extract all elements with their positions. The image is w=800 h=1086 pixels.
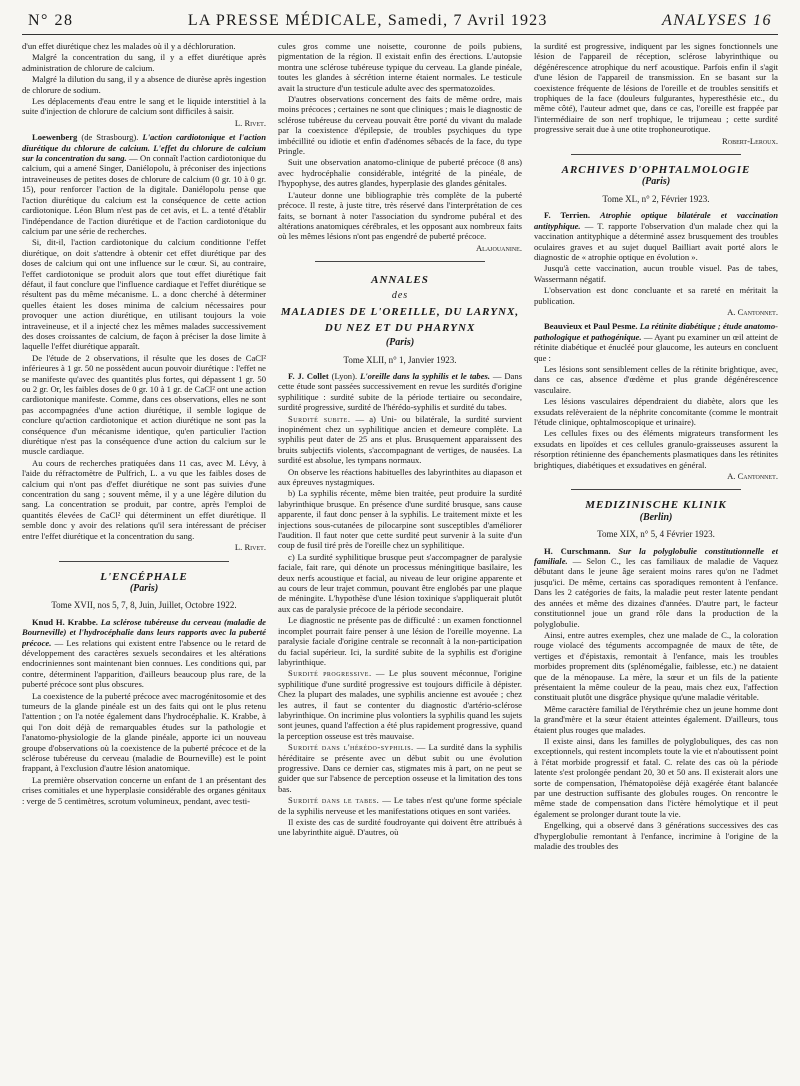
paragraph: Les lésions vasculaires dépendraient du diabète, alors que les exsudats relèveraient de la néphrite concomitante (comme le montrait l'étude clinique, ophtalmoscopique et urinaire). [534, 396, 778, 427]
section-location: (Paris) [385, 337, 415, 349]
article-title: La sclérose tubéreuse du cerveau (maladie de Bourneville) et l'hydrocéphalie dans leurs rapports avec la puberté précoce. [22, 616, 266, 648]
article-terrien [534, 210, 778, 262]
paragraph: b) La syphilis récente, même bien traitée, peut produire la surdité labyrinthique brusque. En présence d'une surdité brusque, sans cause apparente, il faut donc penser à la syphilis. Le traitement mixte et les injections sous-cutanées de pilocarpine sont susceptibles d'améliorer l'audition. Il faut noter que cette surdité peut survenir à la suite d'un coup de fusil tiré près de l'oreille chez un syphilitique. [278, 488, 522, 551]
paragraph: Il existe ainsi, dans les familles de polyglobuliques, des cas non exceptionnels, qui restent incomplets toute la vie et n'aboutissent point à l'état morbide progressif et fatal. C. relate des cas où la période latente s'est prolongée pendant 20, 30 et 50 ans. Il existerait alors une sorte de compensation, l'hématopoïèse déjà exagérée étant balancée par une destruction suffisante des globules rouges. On rencontre le même stade de compensation dans l'ictère hémolytique et il peut également se prolonger durant toute la vie. [534, 735, 778, 819]
article-beauvieux [534, 321, 778, 363]
page-number: N° 28 [28, 12, 74, 29]
article-body: — On connaît l'action cardiotonique du calcium, qui a amené Singer, Daniélopolu, à préconiser des injections intraveineuses de petites doses de chlorure de calcium (0 gr. 10 à 0 gr. 15), pour renforcer l'action de la digitale. Daniélopolu pense que l'action diurétique du calcium est la conséquence de cette action cardiotonique. Léon Blum n'est pas de cet avis, et L. a tenté d'établir l'indépendance de l'action diurétique et de l'action cardiotonique du calcium par une série de recherches. [22, 153, 266, 236]
article-curschmann [534, 546, 778, 629]
article-title: La rétinite diabétique ; étude anatomo-pathologique et pathogénique. [534, 321, 778, 342]
tome-line: Tome XL, n° 2, Février 1923. [602, 193, 710, 204]
signature: L. Rivet. [234, 542, 266, 553]
paragraph: cules gros comme une noisette, couronne de poils pubiens, pigmentation de la région. Il existait enfin des érections. L'autopsie montra une sclérose tubéreuse typique du cerveau. La glande pinéale, toutes les glandes à sécrétion interne étaient normales. Le testicule avait la structure d'un testicule adulte avec des spermatozoïdes. [278, 41, 522, 93]
section-location: (Paris) [641, 176, 671, 188]
section-heading-line: MALADIES DE L'OREILLE, DU LARYNX, [280, 306, 520, 319]
paragraph: Ainsi, entre autres exemples, chez une malade de C., la coloration rouge violacé des téguments accompagnée de maux de tête, de vertiges et d'épistaxis, remontait à l'enfance, mais les troubles morbides proprement dits (splénomégalie, faiblesse, etc.) ne dataient que de la ménopause. La mère, la sœur et un fils de la patiente présentaient la même couleur de la peau, mais chez eux, l'affection constituait plutôt une disgrâce physique qu'une maladie véritable. [534, 629, 778, 703]
paragraph: La coexistence de la puberté précoce avec macrogénitosomie et des tumeurs de la glande pinéale est un des faits qui ont le plus retenu l'attention ; on l'a notée également dans l'hydrocéphalie. K. Krabbe, à qui l'on doit déjà de remarquables études sur la pathologie et l'anatomo-physiologie de la glande pinéale, apporte ici un nouveau groupe d'observations où la coexistence de la puberté précoce et de la sclérose tubéreuse du cerveau (maladie de Bourneville) est le point frappant, à l'exclusion d'autre lésion anatomique. [22, 690, 266, 774]
article-krabbe [22, 617, 266, 690]
article-location: (de Strasbourg). [81, 132, 139, 143]
column-3 [534, 41, 778, 1086]
subsection-body: — a) Uni- ou bilatérale, la surdité survient inopinément chez un syphilitique ancien et demeure complète. La syphilis peut dater de 25 ans et plus. Brusquement apparaissent des bruits subjectifs violents, s'accompagnant de vertiges, de nausées. La surdité est absolue, les tympans normaux. [278, 413, 522, 466]
article-loewenberg [22, 132, 266, 236]
subsection-progressive [278, 668, 522, 741]
article-body: — Dans cette étude sont passées successivement en revue les surdités d'origine syphilitique : surdité subite de la période tertiaire ou secondaire, surdité progressive, surdité de l'hérédo-syphilis et surdité du tabes. [278, 370, 522, 413]
article-title: L'oreille dans la syphilis et le tabes. [359, 370, 491, 381]
paragraph: Engelking, qui a observé dans 3 générations successives des cas d'hyperglobulie remontant à l'enfance, incrimine à l'origine de la maladie des troubles des [534, 820, 778, 852]
subsection-body: — Le plus souvent méconnue, l'origine syphilitique d'une surdité progressive est toujours difficile à dépister. Chez la plupart des malades, une syphilis ancienne est avouée ; chez les autres, il faut se contenter du diagnostic d'artério-sclérose labyrinthique. On incrimine plus volontiers la syphilis quand les sujets sont jeunes, quand l'affection a été plus rapidement progressive, quand la perception osseuse est très mauvaise. [278, 668, 522, 741]
paragraph: Au cours de recherches pratiquées dans 11 cas, avec M. Lévy, à l'aide du réfractomètre de Pulfrich, L. a vu que les faibles doses de calcium qui n'ont pas d'effet diurétique ne sont pas suivies d'une concentration du sang ; souvent même, il y a une légère dilution du sang. La concentration se produit, par contre, après l'emploi de quantités élevées de CaCl² qui déterminent un effet diurétique. Il semble donc y avoir des relations qu'il sera intéressant de préciser entre l'effet diurétique et la concentration du sang. [22, 457, 266, 541]
subsection-subite [278, 414, 522, 466]
paragraph: De l'étude de 2 observations, il résulte que les doses de CaCl² inférieures à 1 gr. 50 ne possèdent aucun pouvoir diurétique : l'effet ne se manifeste qu'avec des quantités plus fortes, qui dépassent 1 gr. 50 ou 2 gr. Or, les faibles doses de 0 gr. 10 à 1 gr. de CaCl² ont une action cardiotonique manifeste. Comme, dans ces observations, elles ne sont pas accompagnées d'une action diurétique, il semble logique de conclure qu'action cardiotonique et action diurétique ne sont pas la conséquence d'un mécanisme identique, qu'en particulier l'action diurétique n'est pas la conséquence d'une action du calcium sur le muscle cardiaque. [22, 352, 266, 457]
article-title: L'action cardiotonique et l'action diurétique du chlorure de calcium. L'effet du chlorure de calcium sur la concentration du sang. [22, 132, 266, 164]
paragraph: On observe les réactions habituelles des labyrinthites au diapason et aux épreuves nystagmiques. [278, 466, 522, 487]
paragraph: Il existe des cas de surdité foudroyante qui doivent être attribués à une labyrinthite aiguë. D'autres, où [278, 817, 522, 838]
paragraph: Les déplacements d'eau entre le sang et le liquide interstitiel à la suite d'injection de chlorure de calcium sont difficiles à saisir. [22, 96, 266, 117]
article-collet [278, 371, 522, 413]
article-body: — Selon C., les cas familiaux de maladie de Vaquez débutant dans le jeune âge seraient moins rares qu'on ne l'admet jusqu'ici. De même, certains cas sporadiques remontent à l'enfance. Dans les 2 catégories de faits, la maladie peut rester latente pendant des années et même des dizaines d'années. D'autre part, le facteur constitutionnel joue un grand rôle dans la production de la polyglobulie. [534, 556, 778, 629]
article-author: F. J. Collet [288, 370, 329, 381]
article-body: — Ayant pu examiner un œil atteint de rétinite diabétique et énucléé pour glaucome, les auteurs en concluent que : [534, 331, 778, 363]
subsection-label: Surdité dans l'hérédo-syphilis. [288, 742, 414, 753]
section-name: ANALYSES 16 [662, 12, 772, 29]
column-2 [278, 41, 522, 1086]
signature: A. Cantonnet. [727, 306, 778, 317]
paragraph: L'auteur donne une bibliographie très complète de la puberté précoce. Il reste, à juste titre, très réservé dans l'interprétation de ces faits, se bornant à noter l'association du syndrome pubéral et des altérations anatomiques cérébrales, et les opposant aux nombreux faits où les mêmes lésions n'ont pas engendré de puberté précoce. [278, 189, 522, 242]
subsection-tabes [278, 795, 522, 816]
subsection-body: — La surdité dans la syphilis héréditaire se présente avec un début subit ou une évolution progressive. Dans ce dernier cas, stigmates mis à part, on ne peut se guider que sur l'absence de perception osseuse et la limitation des tons bas. [278, 742, 522, 794]
article-body: — Les relations qui existent entre l'absence ou le retard de développement des caractères sexuels secondaires et les altérations endocriniennes sont maintenant bien connues. Les conditions qui, par contre, déterminent l'apparition, d'ailleurs beaucoup plus rare, de la puberté précoce sont plus obscures. [22, 637, 266, 690]
subsection-heredo [278, 742, 522, 794]
paragraph: Même caractère familial de l'érythrémie chez un jeune homme dont la grand'mère et la sœur étaient atteintes également. D'ailleurs, tous étaient plus rouges que malades. [534, 703, 778, 735]
section-heading-line: ANNALES [371, 274, 429, 287]
article-author: Knud H. Krabbe. [32, 616, 98, 627]
paragraph: d'un effet diurétique chez les malades où il y a déchloruration. [22, 41, 236, 51]
subsection-label: Surdité dans le tabes. [288, 795, 380, 806]
paragraph: D'autres observations concernent des faits de même ordre, mais moins précoces ; certaines ne sont que cliniques ; mais le diagnostic de sclérose tubéreuse du cerveau pouvait être porté du vivant du malade par la coexistence d'épilepsie, de troubles psychiques du type imbécillité ou idiotie et enfin d'adénomes sébacés de la face, du type Pringle. [278, 94, 522, 157]
publication-title: LA PRESSE MÉDICALE, Samedi, 7 Avril 1923 [187, 12, 548, 29]
column-1 [22, 41, 266, 1086]
paragraph: Les cellules fixes ou des éléments migrateurs transforment les exsudats en lipoïdes et ces cellules granulo-graisseuses assurent la résorption rétinienne des épanchements plasmatiques dans les rétinites brightiques, diabétiques et exsudatives en général. [534, 428, 778, 470]
tome-line: Tome XIX, n° 5, 4 Février 1923. [597, 529, 715, 540]
section-heading: MEDIZINISCHE KLINIK [585, 499, 727, 512]
section-location: (Berlin) [639, 511, 673, 523]
article-body: — T. rapporte l'observation d'un malade chez qui la vaccination antityphique a déterminé assez brusquement des troubles oculaires graves et au sujet duquel Bailliart avait porté alors le diagnostic de « atrophie optique en évolution ». [534, 220, 778, 262]
tome-line: Tome XVII, nos 5, 7, 8, Juin, Juillet, Octobre 1922. [51, 600, 237, 611]
section-heading-line: des [391, 290, 409, 302]
signature: L. Rivet. [234, 117, 266, 128]
article-title: Sur la polyglobulie constitutionnelle et familiale. [534, 545, 778, 567]
article-author: H. Curschmann. [544, 545, 611, 556]
article-author: Loewenberg [32, 132, 78, 143]
page-header [22, 12, 778, 35]
paragraph: La première observation concerne un enfant de 1 an présentant des crises comitiales et une hyperplasie considérable des organes génitaux : verge de 5 centimètres, scrotum volumineux, pendant, avec testi- [22, 774, 266, 806]
subsection-body: — Le tabes n'est qu'une forme spéciale de la syphilis nerveuse et les manifestations otiques en sont variées. [278, 795, 522, 816]
signature: Robert-Leroux. [722, 135, 778, 146]
article-author: F. Terrien. [544, 210, 590, 221]
tome-line: Tome XLII, n° 1, Janvier 1923. [343, 354, 457, 365]
paragraph: Malgré la dilution du sang, il y a absence de diurèse après ingestion de chlorure de sodium. [22, 74, 266, 95]
paragraph: Jusqu'à cette vaccination, aucun trouble visuel. Pas de tabes, Wassermann négatif. [534, 263, 778, 284]
signature: Alajouanine. [475, 242, 522, 253]
divider [315, 261, 486, 262]
paragraph: c) La surdité syphilitique brusque peut s'accompagner de paralysie faciale, fait rare, qui dénote un processus méningitique basilaire, les deux nerfs acoustique et facial, au niveau de leur origine apparente et au cours de leur trajet commun, pouvant être englobés par une plaque de méningite. L'hypothèse d'une lésion toxinique s'appliquerait plutôt aux cas de paralysie précoce de la période secondaire. [278, 551, 522, 614]
section-heading-line: DU NEZ ET DU PHARYNX [324, 322, 476, 335]
divider [571, 489, 742, 490]
paragraph: L'observation est donc concluante et sa rareté en méritait la publication. [534, 285, 778, 306]
section-location: (Paris) [129, 582, 159, 594]
subsection-label: Surdité progressive. [288, 668, 372, 679]
divider [59, 561, 230, 562]
article-title: Atrophie optique bilatérale et vaccination antityphique. [534, 210, 778, 231]
paragraph: Suit une observation anatomo-clinique de puberté précoce (8 ans) avec hydrocéphalie considérable, intégrité de la pinéale, de l'hypophyse, des autres glandes, hyperplasie des glandes génitales. [278, 157, 522, 189]
article-author: Beauvieux et Paul Pesme. [544, 321, 638, 332]
paragraph: Les lésions sont sensiblement celles de la rétinite brightique, avec, dans ce cas, absence d'œdème et plus grande dégénérescence vasculaire. [534, 363, 778, 395]
subsection-label: Surdité subite. [288, 413, 351, 424]
section-heading: ARCHIVES D'OPHTALMOLOGIE [561, 164, 751, 177]
section-heading: L'ENCÉPHALE [100, 570, 188, 583]
paragraph: Si, dit-il, l'action cardiotonique du calcium conditionne l'effet diurétique, on doit s'attendre à obtenir cet effet diurétique par des doses de calcium qui ont une influence sur le cœur. Si, au contraire, l'effet cardiotonique se produit alors que tout effet diurétique fait défaut, il faut conclure que l'influence cardiaque et l'effet diurétique se résultent pas du même mécanisme. L. a donc cherché à déterminer quelles étaient les doses minima de calcium nécessaires pour provoquer une action diurétique, en utilisant toujours la voie intraveineuse, et il a injecté chez les mêmes malades successivement des doses croissantes de calcium, de façon à préciser la dose limite à laquelle l'effet diurétique apparaît. [22, 237, 266, 352]
article-location: (Lyon). [331, 370, 358, 381]
columns [22, 41, 778, 1086]
paragraph: Malgré la concentration du sang, il y a effet diurétique après administration de chlorure de calcium. [22, 52, 266, 73]
section-heading [278, 272, 522, 336]
signature: A. Cantonnet. [727, 471, 778, 482]
paragraph: la surdité est progressive, indiquent par les signes fonctionnels une lésion de l'appareil de réception, sclérose labyrinthique ou dégénérescence atrophique du nerf acoustique. Parfois enfin il s'agit d'une lésion de l'appareil de transmission. En se basant sur la coexistence fréquente de lésions de l'oreille et de troubles sensitifs et trophiques de la face (douleurs fulgurantes, hyperesthésie etc., du même côté), l'auteur admet que, dans ce cas, l'oreille est frappée par l'intermédiaire de son nerf trophique, le trijumeau ; cette surdité progressive serait due à une otite trophoneurotique. [534, 41, 778, 135]
divider [571, 154, 742, 155]
paragraph: Le diagnostic ne présente pas de difficulté : un examen fonctionnel incomplet pourrait faire penser à une lésion de l'oreille moyenne. La paralysie faciale d'origine centrale se reconnaît à la non-participation du facial supérieur. Ici, la surdité subite de la syphilis est d'origine labyrinthique. [278, 615, 522, 667]
